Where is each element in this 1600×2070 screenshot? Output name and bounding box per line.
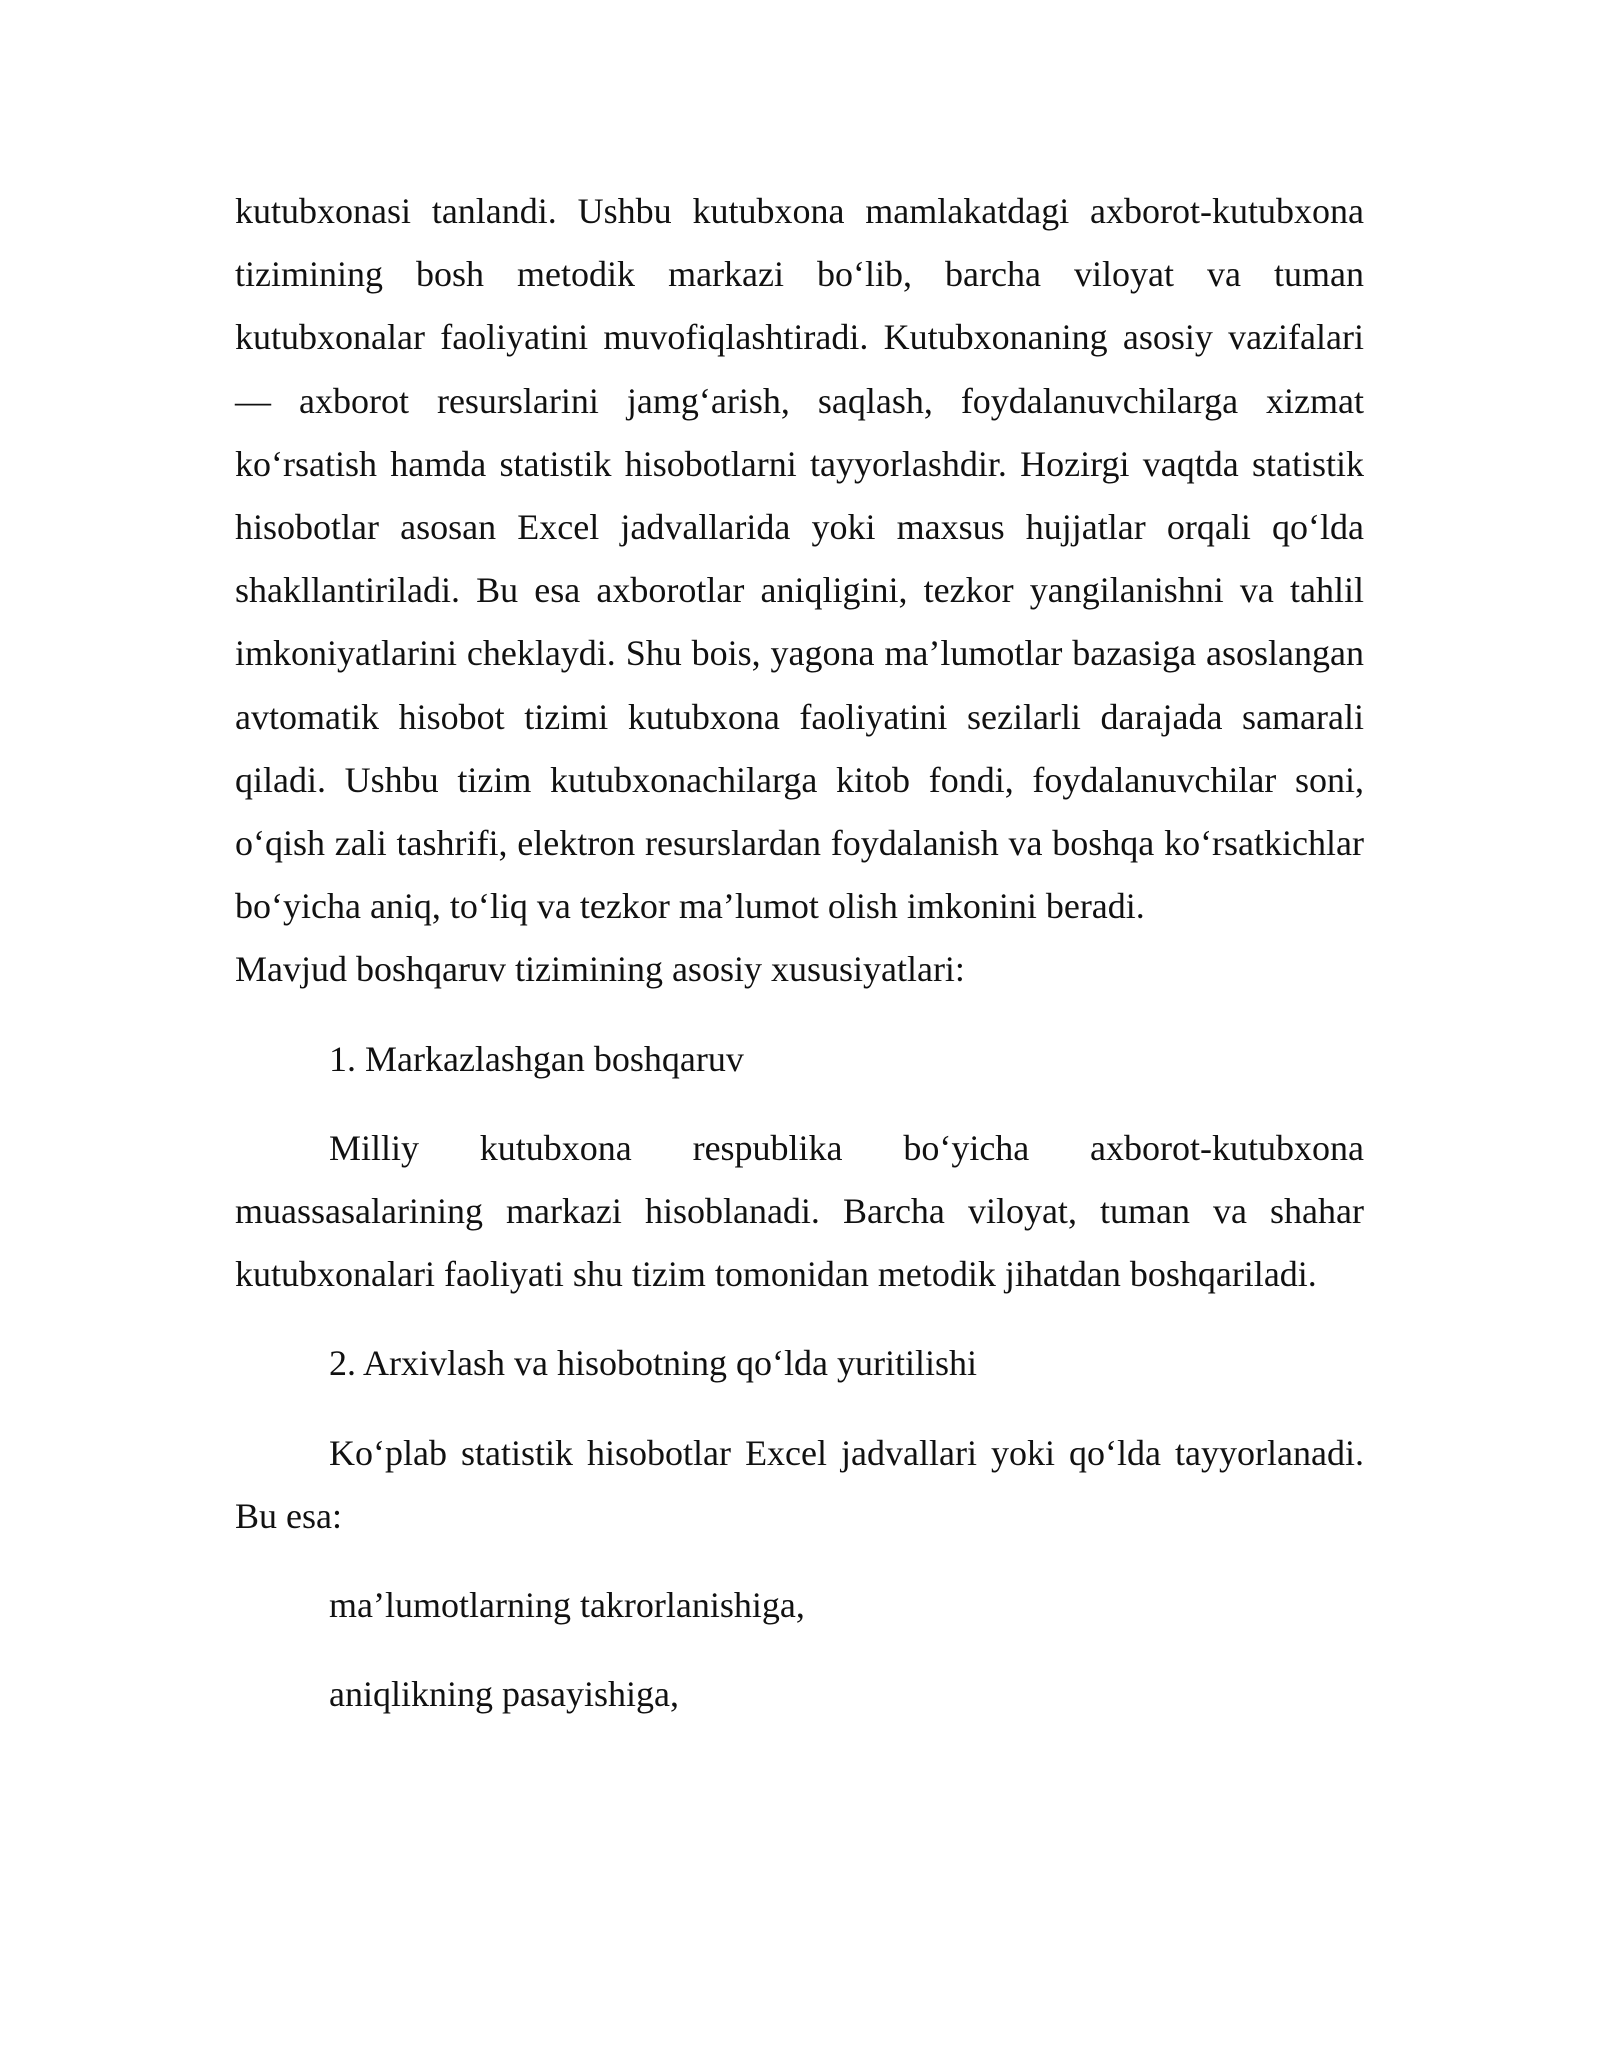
- item-1-heading: 1. Markazlashgan boshqaruv: [329, 1038, 744, 1079]
- spacer: [235, 1637, 1364, 1663]
- spacer: [235, 1002, 1364, 1028]
- item-2-heading: 2. Arxivlash va hisobotning qo‘lda yuritilishi: [329, 1343, 977, 1384]
- spacer: [235, 1091, 1364, 1117]
- intro-paragraph: kutubxonasi tanlandi. Ushbu kutubxona mamlakatdagi axborot-kutubxona tizimining bosh metodik markazi bo‘lib, barcha viloyat va tuman kutubxonalar faoliyatini muvofiqlashtiradi. Kutubxonaning asosiy vazifalari — axborot resurslarini jamg‘arish, saqlash, foydalanuvchilarga xizmat ko‘rsatish hamda statistik hisobotlarni tayyorlashdir. Hozirgi vaqtda statistik hisobotlar asosan Excel jadvallarida yoki maxsus hujjatlar orqali qo‘lda shakllantiriladi. Bu esa axborotlar aniqligini, tezkor yangilanishni va tahlil imkoniyatlarini cheklaydi. Shu bois, yagona ma’lumotlar bazasiga asoslangan avtomatik hisobot tizimi kutubxona faoliyatini sezilarli darajada samarali qiladi. Ushbu tizim kutubxonachilarga kitob fondi, foydalanuvchilar soni, o‘qish zali tashrifi, elektron resurslardan foydalanish va boshqa ko‘rsatkichlar bo‘yicha aniq, to‘liq va tezkor ma’lumot olish imkonini beradi.: [235, 191, 1364, 927]
- item-1-text: Milliy kutubxona respublika bo‘yicha axborot-kutubxona muassasalarining markazi hisoblanadi. Barcha viloyat, tuman va shahar kutubxonalari faoliyati shu tizim tomonidan metodik jihatdan boshqariladi.: [235, 1127, 1364, 1295]
- page-content: [235, 180, 1364, 1726]
- spacer: [235, 1548, 1364, 1574]
- consequence-item: ma’lumotlarning takrorlanishiga,: [329, 1585, 805, 1626]
- consequence-item: aniqlikning pasayishiga,: [329, 1674, 679, 1715]
- features-heading: Mavjud boshqaruv tizimining asosiy xususiyatlari:: [235, 949, 965, 990]
- spacer: [235, 1396, 1364, 1422]
- spacer: [235, 1306, 1364, 1332]
- item-2-text: Ko‘plab statistik hisobotlar Excel jadvallari yoki qo‘lda tayyorlanadi. Bu esa:: [235, 1432, 1364, 1536]
